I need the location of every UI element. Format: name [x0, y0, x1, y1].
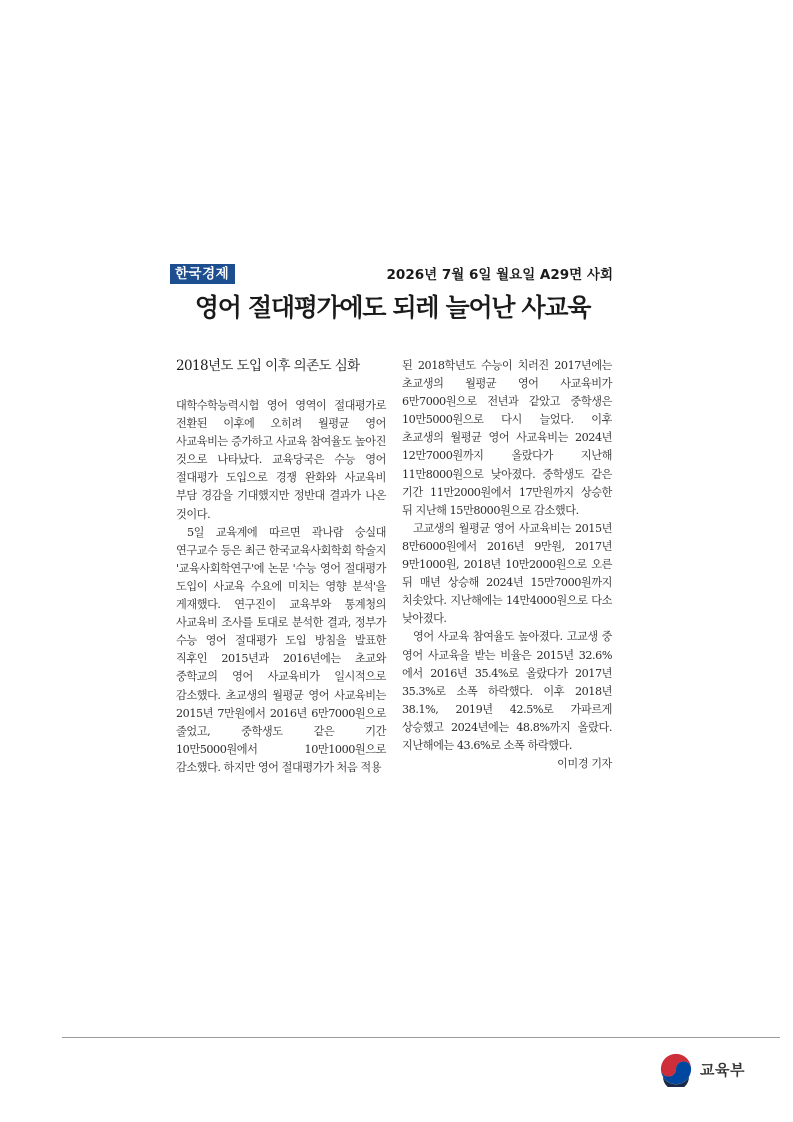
- footer-divider: [62, 1037, 780, 1038]
- dateline: 2026년 7월 6일 월요일 A29면 사회: [386, 267, 613, 283]
- masthead: [170, 264, 615, 286]
- newspaper-name: 한국경제: [170, 264, 235, 284]
- byline: 이미경 기자: [557, 757, 612, 771]
- paragraph-2-part-1: 5일 교육계에 따르면 곽나람 숭실대 연구교수 등은 최근 한국교육사회학회 학술지 '교육사회학연구'에 논문 '수능 영어 절대평가 도입이 사교육 수요에 미치는 영향 분석'을 게재했다. 연구진이 교육부와 통계청의 사교육비 조사를 토대로 분석한 결과, 정부가 수능 영어 절대평가 도입 방침을 발표한 직후인 2015년과 2016년에는 초교와 중학교의 영어 사교육비가 일시적으로 감소했다. 초교생의 월평균 영어 사교육비는 2015년 7만원에서 2016년 6만7000원으로 줄었고, 중학생도 같은 기간 10만5000원에서 10만1000원으로 감소했다. 하지만 영어 절대평가가 처음 적용: [176, 525, 386, 774]
- paragraph-4: [402, 628, 612, 771]
- paragraph-2-part-2: 된 2018학년도 수능이 치러진 2017년에는 초교생의 월평균 영어 사교육비가 6만7000원으로 전년과 같았고 중학생은 10만5000원으로 다시 늘었다. 이후 초교생의 월평균 영어 사교육비는 2024년 12만7000원까지 올랐다가 지난해 11만8000원으로 낮아졌다. 중학생도 같은 기간 11만2000원에서 17만원까지 상승한 뒤 지난해 15만8000원으로 감소했다.: [402, 359, 612, 517]
- paragraph-1: 대학수학능력시험 영어 영역이 절대평가로 전환된 이후에 오히려 월평균 영어 사교육비는 증가하고 사교육 참여율도 높아진 것으로 나타났다. 교육당국은 수능 영어 절대평가 도입으로 경쟁 완화와 사교육비 부담 경감을 기대했지만 정반대 결과가 나온 것이다.: [176, 399, 386, 521]
- headline: 영어 절대평가에도 되레 늘어난 사교육: [194, 293, 591, 322]
- article-column-1: [176, 397, 386, 777]
- article-clip: [170, 264, 615, 286]
- ministry-logo: [658, 1049, 745, 1089]
- paragraph-3: 고교생의 월평균 영어 사교육비는 2015년 8만6000원에서 2016년 9만원, 2017년 9만1000원, 2018년 10만2000원으로 오른 뒤 매년 상승해 2024년 15만7000원까지 치솟았다. 지난해에는 14만4000원으로 다소 낮아졌다.: [402, 521, 612, 626]
- paragraph-4-text: 영어 사교육 참여율도 높아졌다. 고교생 중 영어 사교육을 받는 비율은 2015년 32.6%에서 2016년 35.4%로 올랐다가 2017년 35.3%로 소폭 하락했다. 이후 2018년 38.1%, 2019년 42.5%로 가파르게 상승했고 2024년에는 48.8%까지 올랐다. 지난해에는 43.6%로 소폭 하락했다.: [402, 630, 612, 752]
- ministry-label: 교육부: [700, 1060, 745, 1079]
- article-column-2: [402, 357, 612, 773]
- subheadline: 2018년도 도입 이후 의존도 심화: [176, 358, 360, 374]
- taegeuk-emblem-icon: [658, 1051, 694, 1087]
